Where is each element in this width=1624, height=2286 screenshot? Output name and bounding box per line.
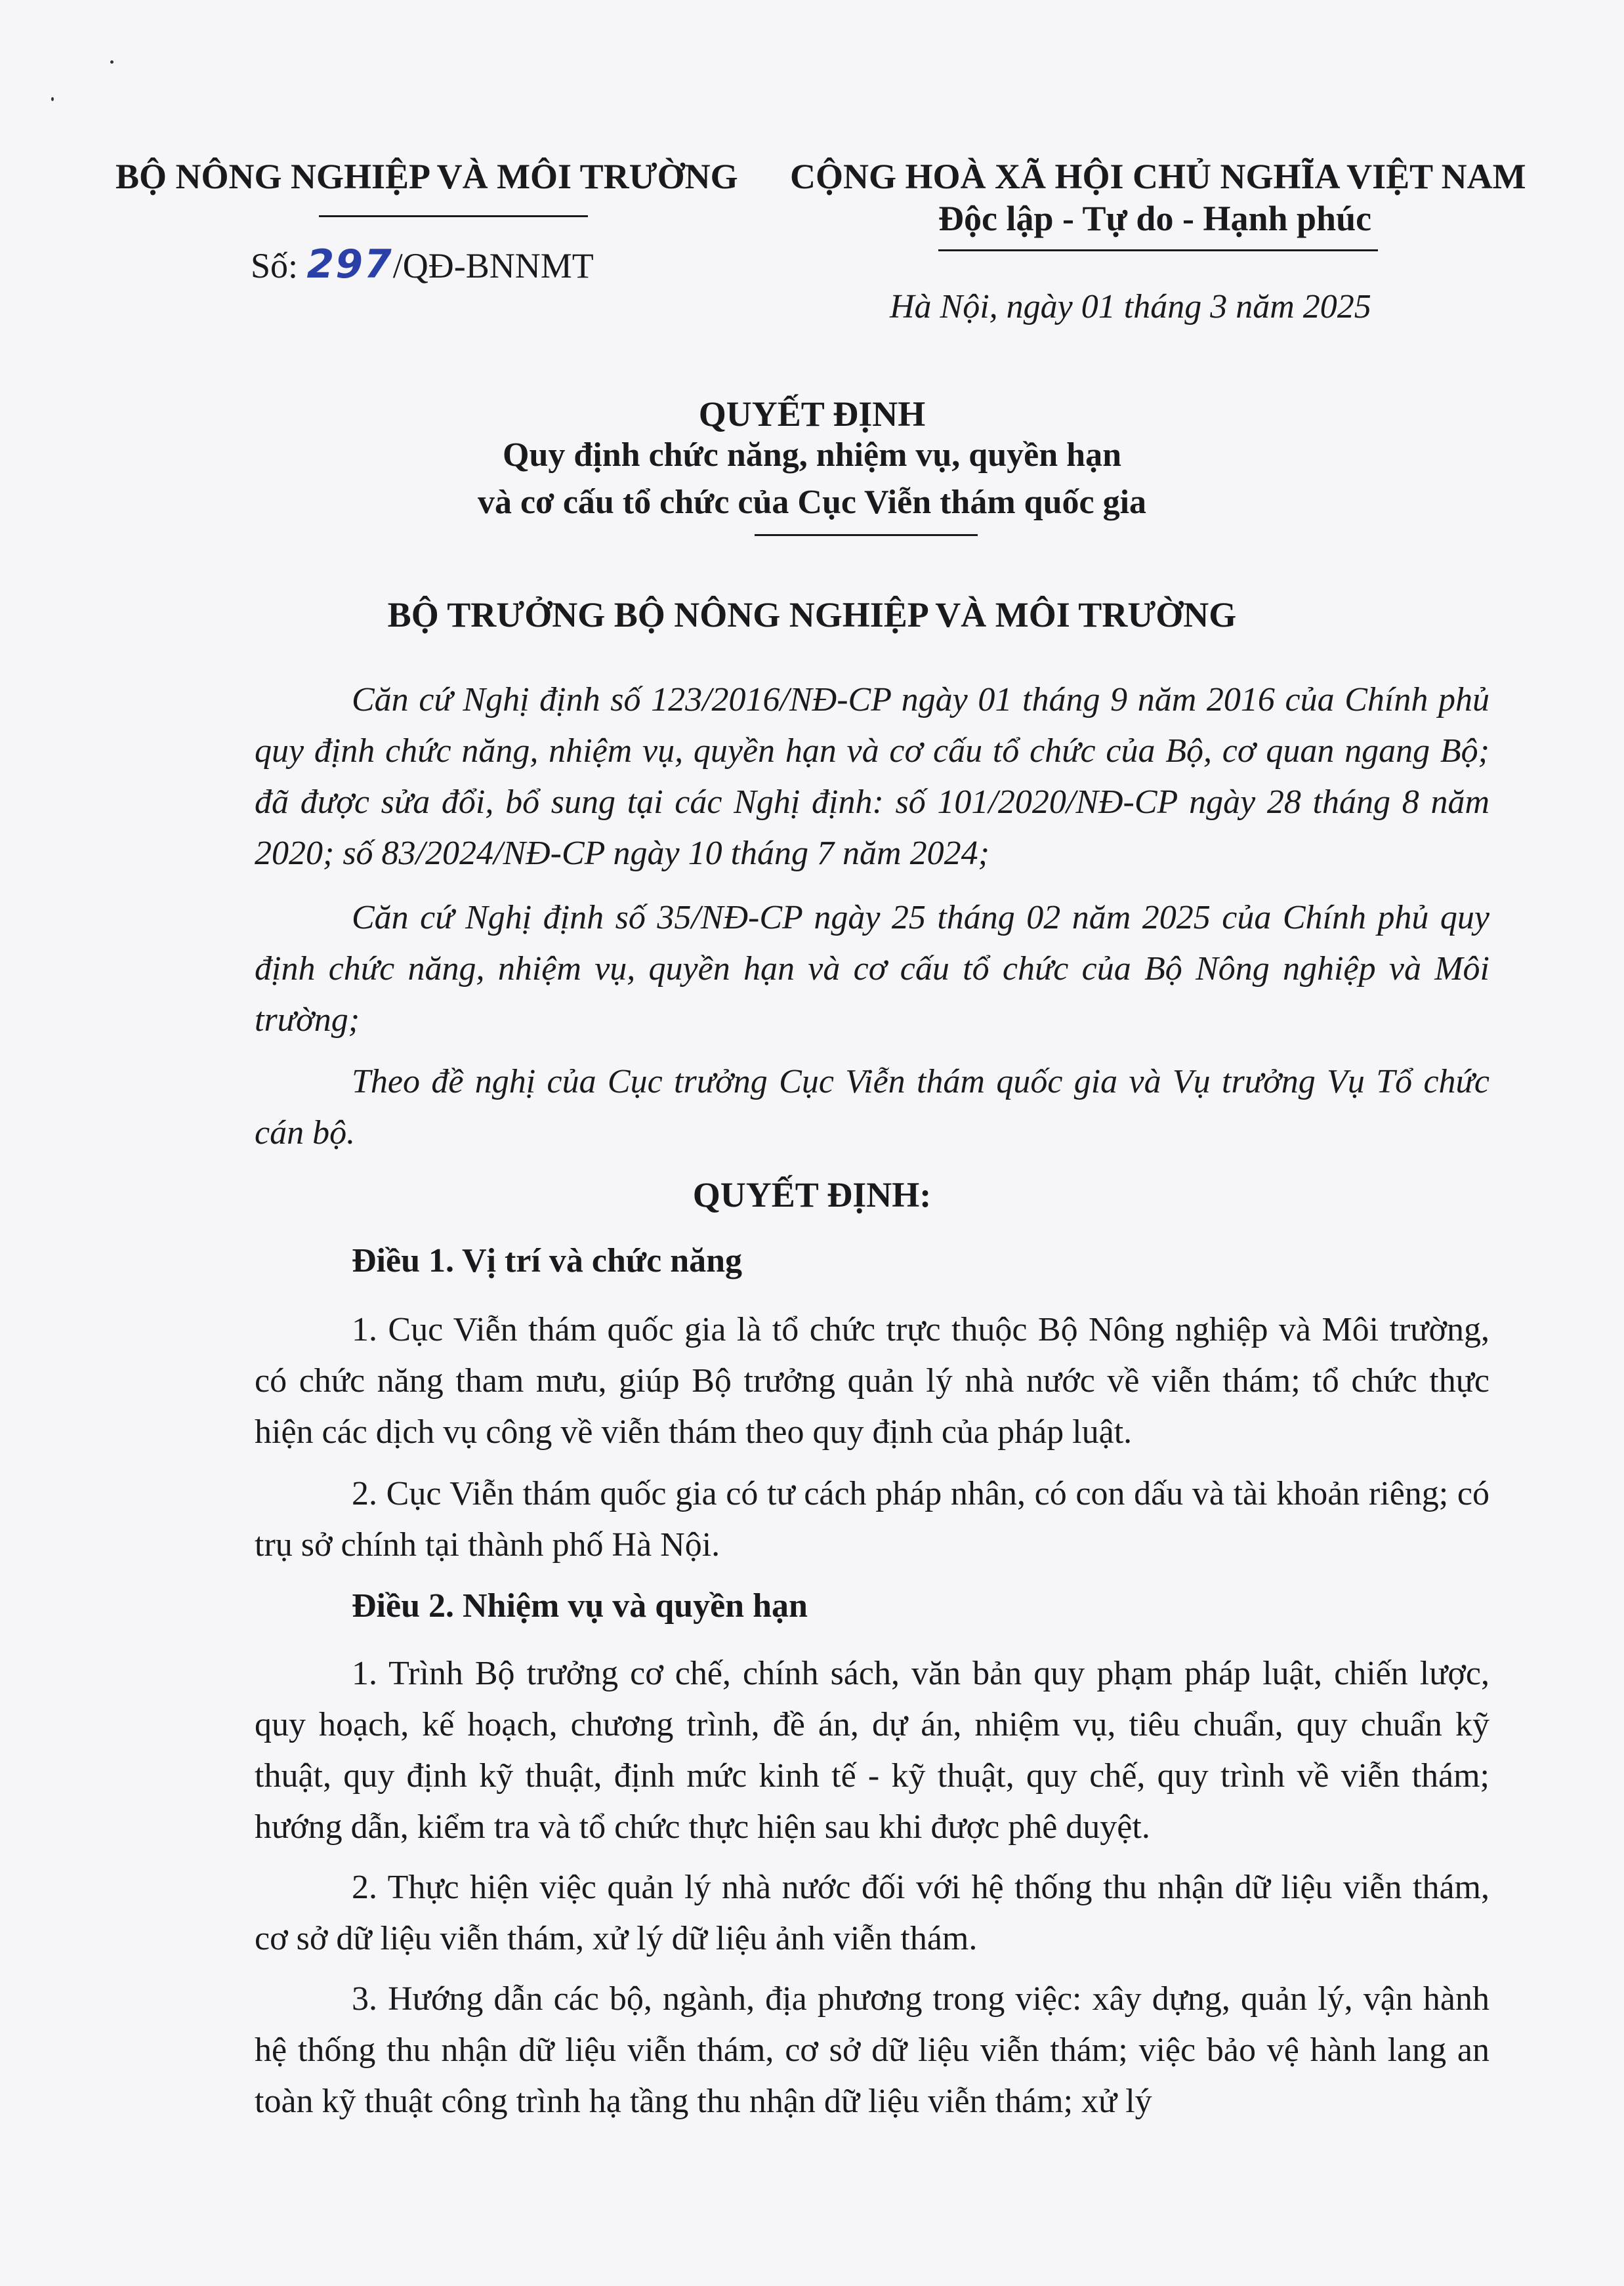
document-number [251, 241, 594, 287]
national-motto: Độc lập - Tự do - Hạnh phúc [938, 199, 1372, 238]
article-1-heading: Điều 1. Vị trí và chức năng [352, 1242, 743, 1279]
number-prefix: Số: [251, 246, 299, 285]
article-2-heading: Điều 2. Nhiệm vụ và quyền hạn [352, 1587, 808, 1625]
ministry-name: BỘ NÔNG NGHIỆP VÀ MÔI TRƯỜNG [115, 157, 738, 196]
decision-subtitle-line1: Quy định chức năng, nhiệm vụ, quyền hạn [503, 436, 1121, 474]
preamble-paragraph-3: Theo đề nghị của Cục trưởng Cục Viễn thám quốc gia và Vụ trưởng Vụ Tổ chức cán bộ. [255, 1063, 1489, 1152]
preamble-paragraph-2: Căn cứ Nghị định số 35/NĐ-CP ngày 25 tháng 02 năm 2025 của Chính phủ quy định chức năng, nhiệm vụ, quyền hạn và cơ cấu tổ chức của Bộ Nông nghiệp và Môi trường; [255, 899, 1489, 1039]
scan-speck [51, 97, 54, 101]
article-1-clause-1: 1. Cục Viễn thám quốc gia là tổ chức trực thuộc Bộ Nông nghiệp và Môi trường, có chức năng tham mưu, giúp Bộ trưởng quản lý nhà nước về viễn thám; tổ chức thực hiện các dịch vụ công về viễn thám theo quy định của pháp luật. [255, 1311, 1489, 1451]
country-name: CỘNG HOÀ XÃ HỘI CHỦ NGHĨA VIỆT NAM [790, 157, 1526, 196]
article-1-clause-2: 2. Cục Viễn thám quốc gia có tư cách pháp nhân, có con dấu và tài khoản riêng; có trụ sở chính tại thành phố Hà Nội. [255, 1475, 1489, 1564]
preamble-paragraph-1: Căn cứ Nghị định số 123/2016/NĐ-CP ngày 01 tháng 9 năm 2016 của Chính phủ quy định chức năng, nhiệm vụ, quyền hạn và cơ cấu tổ chức của Bộ, cơ quan ngang Bộ; đã được sửa đổi, bổ sung tại các Nghị định: số 101/2020/NĐ-CP ngày 28 tháng 8 năm 2020; số 83/2024/NĐ-CP ngày 10 tháng 7 năm 2024; [255, 681, 1489, 872]
decision-subtitle-line2: và cơ cấu tổ chức của Cục Viễn thám quốc gia [477, 484, 1147, 521]
scan-speck [110, 60, 114, 64]
article-2-clause-1: 1. Trình Bộ trưởng cơ chế, chính sách, văn bản quy phạm pháp luật, chiến lược, quy hoạch, kế hoạch, chương trình, đề án, dự án, nhiệm vụ, tiêu chuẩn, quy chuẩn kỹ thuật, quy định kỹ thuật, định mức kinh tế - kỹ thuật, quy chế, quy trình về viễn thám; hướng dẫn, kiểm tra và tổ chức thực hiện sau khi được phê duyệt. [255, 1655, 1489, 1846]
title-underline [755, 534, 978, 536]
number-suffix: /QĐ-BNNMT [392, 246, 594, 285]
issuing-authority: BỘ TRƯỞNG BỘ NÔNG NGHIỆP VÀ MÔI TRƯỜNG [387, 595, 1237, 634]
motto-underline [938, 249, 1378, 251]
handwritten-number: 297 [306, 241, 393, 287]
decision-title: QUYẾT ĐỊNH [698, 394, 926, 434]
article-2-clause-2: 2. Thực hiện việc quản lý nhà nước đối với hệ thống thu nhận dữ liệu viễn thám, cơ sở dữ liệu viễn thám, xử lý dữ liệu ảnh viễn thám. [255, 1869, 1489, 1957]
place-and-date: Hà Nội, ngày 01 tháng 3 năm 2025 [890, 288, 1371, 325]
decision-heading: QUYẾT ĐỊNH: [692, 1175, 932, 1215]
ministry-underline [319, 215, 588, 217]
article-2-clause-3: 3. Hướng dẫn các bộ, ngành, địa phương trong việc: xây dựng, quản lý, vận hành hệ thống thu nhận dữ liệu viễn thám, cơ sở dữ liệu viễn thám; việc bảo vệ hành lang an toàn kỹ thuật công trình hạ tầng thu nhận dữ liệu viễn thám; xử lý [255, 1980, 1489, 2120]
